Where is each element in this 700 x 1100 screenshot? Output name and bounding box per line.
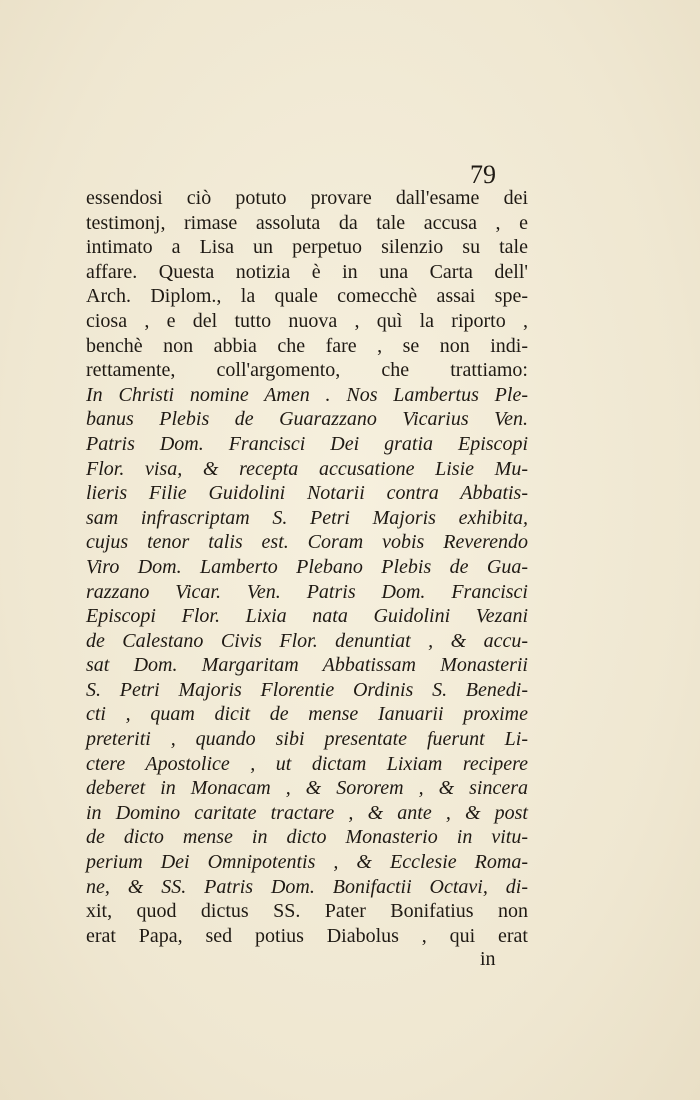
text-line: rettamente, coll'argomento, che trattiamo: <box>86 359 528 382</box>
catchword: in <box>480 948 496 970</box>
text-line: xit, quod dictus SS. Pater Bonifatius non <box>86 900 528 923</box>
text-line: In Christi nomine Amen . Nos Lambertus Ple- <box>86 383 528 406</box>
text-line: Patris Dom. Francisci Dei gratia Episcopi <box>86 432 528 455</box>
text-line: benchè non abbia che fare , se non indi- <box>86 334 528 357</box>
text-line: in Domino caritate tractare , & ante , & post <box>86 801 528 824</box>
text-line: Episcopi Flor. Lixia nata Guidolini Vezani <box>86 605 528 628</box>
text-line: intimato a Lisa un perpetuo silenzio su tale <box>86 236 528 259</box>
text-line: deberet in Monacam , & Sororem , & sincera <box>86 777 528 800</box>
text-line: cujus tenor talis est. Coram vobis Reverendo <box>86 531 528 554</box>
text-line: Viro Dom. Lamberto Plebano Plebis de Gua- <box>86 555 528 578</box>
text-line: affare. Questa notizia è in una Carta dell' <box>86 260 528 283</box>
text-line: razzano Vicar. Ven. Patris Dom. Francisci <box>86 580 528 603</box>
page-number: 79 <box>470 160 496 189</box>
text-line: S. Petri Majoris Florentie Ordinis S. Benedi- <box>86 678 528 701</box>
text-line: preteriti , quando sibi presentate fuerunt Li- <box>86 728 528 751</box>
text-line: essendosi ciò potuto provare dall'esame dei <box>86 187 528 209</box>
text-line: testimonj, rimase assoluta da tale accusa , e <box>86 211 528 234</box>
text-line: cti , quam dicit de mense Ianuarii proxime <box>86 703 528 726</box>
text-line: erat Papa, sed potius Diabolus , qui erat <box>86 924 528 947</box>
text-line: lieris Filie Guidolini Notarii contra Abbatis- <box>86 482 528 505</box>
text-line: sam infrascriptam S. Petri Majoris exhibita, <box>86 506 528 529</box>
text-line: ciosa , e del tutto nuova , quì la riporto , <box>86 309 528 332</box>
text-line: sat Dom. Margaritam Abbatissam Monasterii <box>86 654 528 677</box>
text-line: perium Dei Omnipotentis , & Ecclesie Roma- <box>86 851 528 874</box>
text-line: ctere Apostolice , ut dictam Lixiam recipere <box>86 752 528 775</box>
text-line: de dicto mense in dicto Monasterio in vitu- <box>86 826 528 849</box>
text-line: Flor. visa, & recepta accusatione Lisie Mu- <box>86 457 528 480</box>
text-line: Arch. Diplom., la quale comecchè assai spe- <box>86 285 528 308</box>
text-line: banus Plebis de Guarazzano Vicarius Ven. <box>86 408 528 431</box>
body-text <box>86 186 528 948</box>
text-line: ne, & SS. Patris Dom. Bonifactii Octavi, di- <box>86 875 528 898</box>
text-line: de Calestano Civis Flor. denuntiat , & accu- <box>86 629 528 652</box>
